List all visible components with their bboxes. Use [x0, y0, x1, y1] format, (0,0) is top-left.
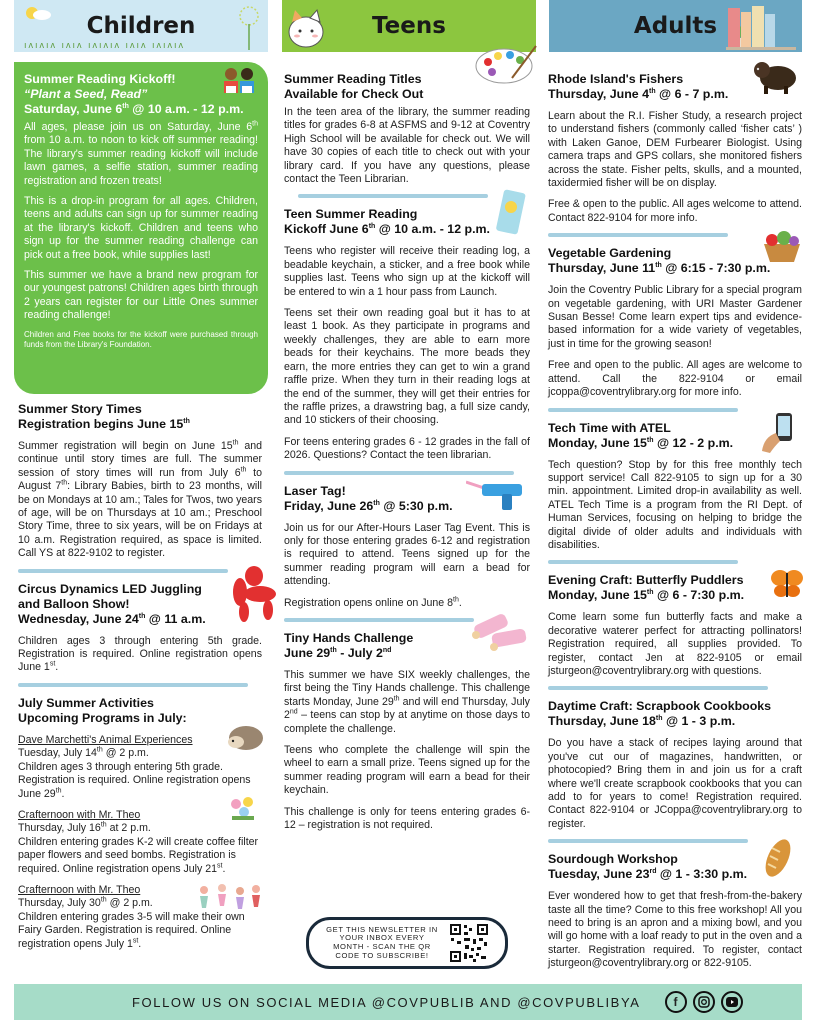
tech-section: [548, 421, 802, 553]
vegetable-title: Vegetable Gardening: [548, 246, 672, 261]
story-times-paragraph: Summer registration will begin on June 15th and continue until story times are full. The summer session of story times will run from July 6th to August 7th: Library Babies, birth to 23 months, will be on Mondays at 10 am.; Tales for Twos, two years of age, will be on Thursdays at 10 am.; Preschool Story Time, three to six years, will be on Fridays at 10 a.m. Registration required, as space is limited. Call YS at 822-9102 to register.: [18, 439, 262, 560]
july-title: July Summer Activities: [18, 695, 154, 710]
adults-column: [548, 72, 802, 979]
circus-title-2: and Balloon Show!: [18, 596, 130, 611]
july-event-1-name: Dave Marchetti's Animal Experiences: [18, 733, 193, 746]
vegetable-paragraph-2: Free and open to the public. All ages are welcome to attend. Call the 822-9104 or email jcoppa@coventrylibrary.org for more info.: [548, 359, 802, 399]
vegetable-date: Thursday, June 11th @ 6:15 - 7:30 p.m.: [548, 261, 771, 276]
newsletter-text: GET THIS NEWSLETTER IN YOUR INBOX EVERY MONTH - SCAN THE QR CODE TO SUBSCRIBE!: [326, 924, 438, 960]
tiny-hands-title: Tiny Hands Challenge: [284, 630, 414, 645]
laser-gun-icon: [466, 476, 530, 512]
vegetable-paragraph-1: Join the Coventry Public Library for a special program on vegetable gardening, with URI Master Gardener Susan Besse! Come learn expert tips and evidence-based information for a wide variety of vegetables, just in time for the growing season!: [548, 284, 802, 350]
laser-tag-date: Friday, June 26th @ 5:30 p.m.: [284, 498, 453, 513]
kickoff-title: Summer Reading Kickoff!: [24, 72, 176, 86]
july-event-2-date: Thursday, July 16th at 2 p.m.: [18, 821, 151, 835]
adults-header-title: Adults: [633, 13, 718, 39]
adults-header: [549, 0, 802, 52]
section-divider: [18, 683, 248, 687]
youtube-icon[interactable]: [721, 991, 743, 1013]
dandelion-icon: [236, 4, 262, 50]
circus-date: Wednesday, June 24th @ 11 a.m.: [18, 611, 206, 626]
kickoff-subtitle: “Plant a Seed, Read”: [24, 87, 148, 101]
sourdough-date: Tuesday, June 23rd @ 1 - 3:30 p.m.: [548, 867, 748, 882]
children-column: [18, 402, 262, 959]
butterfly-date: Monday, June 15th @ 6 - 7:30 p.m.: [548, 588, 745, 603]
butterfly-section: [548, 573, 802, 678]
july-event-3-name: Crafternoon with Mr. Theo: [18, 883, 141, 896]
section-divider: [548, 839, 748, 843]
laser-tag-paragraph-1: Join us for our After-Hours Laser Tag Event. This is only for those entering grades 6-12 and registration is required to attend. Teens signed up for the summer reading program will earn a bead for attending.: [284, 521, 530, 588]
teens-header-title: Teens: [372, 13, 446, 39]
footer-social-text: FOLLOW US ON SOCIAL MEDIA @COVPUBLIB AND @COVPUBLIBYA: [132, 994, 641, 1010]
kickoff-paragraph-2: This is a drop-in program for all ages. Children, teens and adults can sign up for summer reading at the library's kickoff. Children and teens who sign up for the summer reading challenge can pick out a free book, while supplies last!: [24, 195, 258, 261]
section-divider: [284, 618, 474, 622]
story-times-title: Summer Story Times: [18, 402, 142, 416]
kickoff-date: Saturday, June 6th @ 10 a.m. - 12 p.m.: [24, 102, 244, 116]
tiny-hands-date: June 29th - July 2nd: [284, 645, 392, 660]
paint-palette-icon: [474, 42, 538, 86]
scrapbook-section: [548, 699, 802, 831]
section-divider: [284, 471, 514, 475]
july-event-1-desc: Children ages 3 through entering 5th grade. Registration is required. Online registration opens June 29th.: [18, 760, 251, 800]
kickoff-paragraph-3: This summer we have a brand new program for our youngest patrons! Children ages birth through 2 years can register for our Little Ones summer reading challenge!: [24, 269, 258, 322]
grass-decoration: ıʌıʌıʌ ıʌıʌ ıʌıʌıʌ ıʌıʌ ıʌıʌıʌ: [24, 40, 186, 50]
newsletter-box[interactable]: [306, 917, 508, 969]
sourdough-title: Sourdough Workshop: [548, 852, 678, 867]
story-times-section: [18, 402, 262, 561]
fishers-paragraph-1: Learn about the R.I. Fisher Study, a research project to understand fishers (commonly called ‘fisher cats’ ) with Laken Ganoe, DEM Furbearer Biologist. Using camera traps and GPS collars, she monitored fishers across the state. Fisher pelts, skulls, and a mounted, taxidermied fisher will be on display.: [548, 110, 802, 190]
teen-kickoff-paragraph-3: For teens entering grades 6 - 12 grades in the fall of 2026. Questions? Contact the teen librarian.: [284, 435, 530, 462]
july-event-1-date: Tuesday, July 14th @ 2 p.m.: [18, 746, 149, 760]
tiny-hands-paragraph-3: This challenge is only for teens entering grades 6-12 – registration is not required.: [284, 805, 530, 832]
teen-titles-paragraph: In the teen area of the library, the summer reading titles for grades 6-8 at ASFMS and 9-12 at Coventry High School will be available for check out. We will have 30 copies of each title to check out with your library card. If you have any questions, please contact the Teen Librarian.: [284, 106, 530, 186]
section-divider: [548, 686, 768, 690]
sourdough-paragraph: Ever wondered how to get that fresh-from-the-bakery taste all the time? Come to this free workshop! All you need to bring is an apron and a mixing bowl, and you will go home with a loaf ready to put in the oven and a starter. Registration required. To register, contact jsturgeon@coventrylibrary.org or 822-9105.: [548, 890, 802, 970]
teen-kickoff-paragraph-2: Teens set their own reading goal but it has to at least 1 book. As they participate in programs and weekly challenges, they are able to earn more beads for their keychains. The more beads they earn, the more entries they can get to win a grand raffle prize. When they turn in their reading logs at the end of the summer, they will get their entries for the raffle prizes, a drawstring bag, a full size candy, and 10 stickers of their choosing.: [284, 307, 530, 427]
july-section: [18, 696, 262, 951]
teen-kickoff-title: Teen Summer Reading: [284, 207, 418, 222]
july-event-3-desc: Children entering grades 3-5 will make their own Fairy Garden. Registration is required. Online registration opens July 1st.: [18, 910, 245, 950]
butterfly-paragraph: Come learn some fun butterfly facts and make a decorative waterer perfect for attracting pollinators! Registration required, all supplies provided. To register, contact Jen at 822-9105 or email jsturgeon@coventrylibrary.org with questions.: [548, 611, 802, 677]
fishers-title: Rhode Island's Fishers: [548, 72, 684, 86]
fishers-section: [548, 72, 802, 225]
vegetable-basket-icon: [762, 228, 802, 264]
july-event-2-name: Crafternoon with Mr. Theo: [18, 808, 141, 821]
laser-tag-section: [284, 484, 530, 610]
teen-titles-section: [284, 72, 530, 186]
laser-tag-title: Laser Tag!: [284, 483, 346, 498]
flowers-icon: [228, 794, 258, 822]
phone-hand-icon: [758, 411, 798, 455]
section-divider: [18, 569, 228, 573]
fairies-icon: [194, 882, 264, 912]
butterfly-title: Evening Craft: Butterfly Puddlers: [548, 573, 744, 588]
tiny-hands-section: [284, 631, 530, 832]
qr-code-icon[interactable]: [449, 923, 489, 963]
july-subtitle: Upcoming Programs in July:: [18, 710, 187, 725]
balloon-dog-icon: [224, 562, 276, 624]
section-divider: [548, 233, 728, 237]
teen-titles-subtitle: Available for Check Out: [284, 87, 424, 101]
section-divider: [298, 194, 488, 198]
teen-kickoff-section: [284, 207, 530, 462]
story-times-subtitle: Registration begins June 15th: [18, 417, 190, 431]
facebook-icon[interactable]: f: [665, 991, 687, 1013]
scrapbook-paragraph: Do you have a stack of recipes laying around that you've cut our of magazines, handwritten, or photocopied? Bring them in and join us for a craft where we'll create scrapbook cookbooks that you can add to for years to come! Registration required. Contact 822-9104 or JCoppa@coventrylibrary.org to register.: [548, 737, 802, 830]
bread-icon: [760, 836, 796, 880]
kickoff-paragraph-1: All ages, please join us on Saturday, June 6th from 10 a.m. to noon to kick off summer reading! The library's summer reading kickoff will include lawn games, a selfie station, summer reading registration and frozen treats!: [24, 120, 258, 187]
tiny-hands-icon: [468, 605, 534, 655]
sourdough-section: [548, 852, 802, 970]
children-header: [14, 0, 268, 52]
kickoff-box: [14, 62, 268, 394]
children-reading-icon: [220, 66, 258, 98]
cat-icon: [286, 6, 326, 50]
july-event-2: [18, 809, 262, 876]
tech-date: Monday, June 15th @ 12 - 2 p.m.: [548, 435, 734, 450]
butterfly-icon: [770, 567, 804, 601]
footer-bar: [14, 984, 802, 1020]
scrapbook-date: Thursday, June 18th @ 1 - 3 p.m.: [548, 714, 736, 729]
hedgehog-icon: [226, 716, 266, 752]
teen-kickoff-paragraph-1: Teens who register will receive their reading log, a beadable keychain, a sticker, and a free book while supplies last. Teens who sign up at the kickoff will be entered to win a 1 hour pass from Launch.: [284, 245, 530, 298]
fishers-date: Thursday, June 4th @ 6 - 7 p.m.: [548, 87, 729, 101]
tech-paragraph: Tech question? Stop by for this free monthly tech support service! Call 822-9105 to sign up for a 30 min. appointment. Limited drop-in availability as well. ATEL Tech Time is a program from the RI Dept. of Human Services, focusing on helping to bridge the digital divide of older adults and individuals with disabilities.: [548, 458, 802, 551]
teen-kickoff-date: Kickoff June 6th @ 10 a.m. - 12 p.m.: [284, 222, 491, 237]
circus-section: [18, 582, 262, 675]
july-event-3-date: Thursday, July 30th @ 2 p.m.: [18, 896, 153, 910]
kickoff-note: Children and Free books for the kickoff were purchased through funds from the Library's Foundation.: [24, 329, 258, 349]
tech-title: Tech Time with ATEL: [548, 420, 671, 435]
circus-paragraph: Children ages 3 through entering 5th grade. Registration is required. Online registration opens June 1st.: [18, 634, 262, 674]
circus-title: Circus Dynamics LED Juggling: [18, 581, 202, 596]
teen-titles-title: Summer Reading Titles: [284, 72, 422, 86]
fishers-paragraph-2: Free & open to the public. All ages welcome to attend. Contact 822-9104 for more info.: [548, 198, 802, 224]
children-header-title: Children: [86, 13, 196, 39]
section-divider: [548, 408, 738, 412]
scrapbook-title: Daytime Craft: Scrapbook Cookbooks: [548, 699, 772, 714]
teens-column: [284, 72, 530, 840]
instagram-icon[interactable]: [693, 991, 715, 1013]
tiny-hands-paragraph-1: This summer we have SIX weekly challenges, the first being the Tiny Hands challenge. This challenge starts Monday, June 29th and will end Thursday, July 2nd – teens can stop by at anytime on those days to complete the challenge.: [284, 668, 530, 735]
laser-tag-paragraph-2: Registration opens online on June 8th.: [284, 596, 462, 609]
bookmark-icon: [496, 187, 526, 235]
section-divider: [548, 560, 738, 564]
tiny-hands-paragraph-2: Teens who complete the challenge will spin the wheel to earn a small prize. Teens signed up for the summer reading program will earn a bead for their keychain.: [284, 744, 530, 797]
vegetable-section: [548, 246, 802, 399]
sun-icon: [22, 4, 52, 22]
fisher-animal-icon: [752, 56, 800, 96]
social-icons: [659, 991, 743, 1013]
books-icon: [726, 4, 796, 50]
july-event-2-desc: Children entering grades K-2 will create coffee filter paper flowers and seed bombs. Registration is required. Online registration opens July 21st.: [18, 835, 259, 875]
